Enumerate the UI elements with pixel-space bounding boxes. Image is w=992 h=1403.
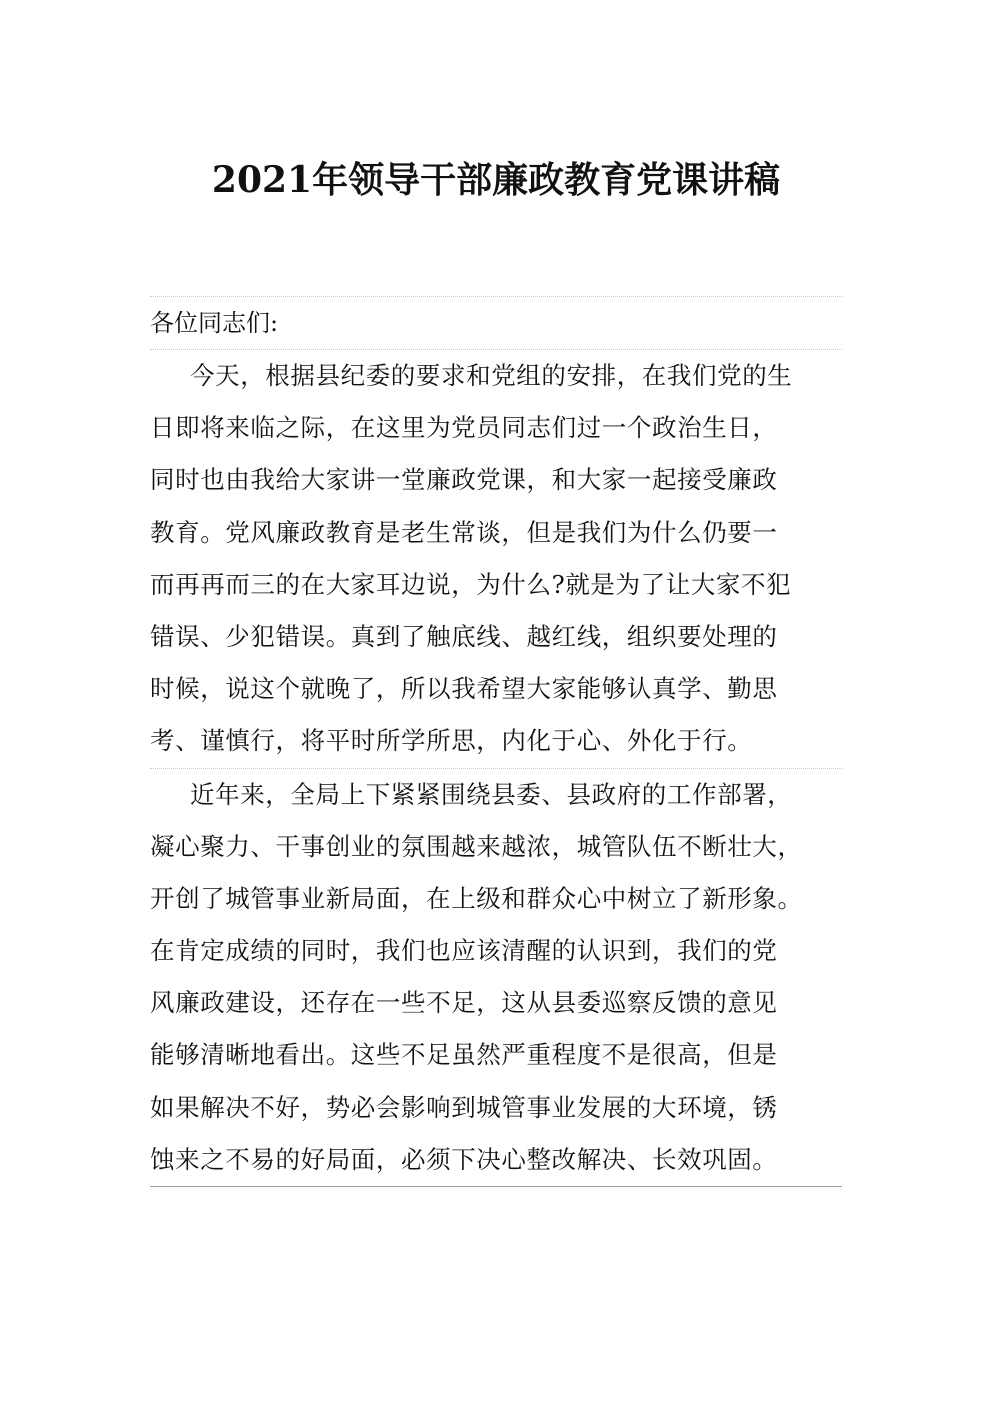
divider — [150, 1186, 842, 1187]
paragraph-line: 蚀来之不易的好局面，必须下决心整改解决、长效巩固。 — [150, 1144, 778, 1174]
paragraph-1 — [150, 350, 842, 768]
paragraph-line: 教育。党风廉政教育是老生常谈，但是我们为什么仍要一 — [150, 517, 778, 547]
paragraph-line: 风廉政建设，还存在一些不足，这从县委巡察反馈的意见 — [150, 988, 778, 1018]
paragraph-line: 在肯定成绩的同时，我们也应该清醒的认识到，我们的党 — [150, 936, 778, 966]
paragraph-line: 而再再而三的在大家耳边说，为什么?就是为了让大家不犯 — [150, 569, 792, 599]
paragraph-line: 错误、少犯错误。真到了触底线、越红线，组织要处理的 — [150, 621, 778, 651]
salutation: 各位同志们: — [150, 309, 279, 337]
paragraph-line: 近年来，全局上下紧紧围绕县委、县政府的工作部署， — [190, 779, 793, 809]
document-body — [150, 296, 842, 1187]
paragraph-line: 凝心聚力、干事创业的氛围越来越浓，城管队伍不断壮大， — [150, 831, 803, 861]
paragraph-line: 日即将来临之际，在这里为党员同志们过一个政治生日， — [150, 413, 778, 443]
document-title: 2021年领导干部廉政教育党课讲稿 — [211, 159, 781, 201]
paragraph-line: 今天，根据县纪委的要求和党组的安排，在我们党的生 — [190, 361, 793, 390]
paragraph-line: 考、谨慎行，将平时所学所思，内化于心、外化于行。 — [150, 726, 753, 756]
paragraph-2 — [150, 769, 842, 1187]
paragraph-line: 开创了城管事业新局面，在上级和群众心中树立了新形象。 — [150, 883, 803, 913]
paragraph-line: 同时也由我给大家讲一堂廉政党课，和大家一起接受廉政 — [150, 465, 778, 495]
paragraph-line: 时候，说这个就晚了，所以我希望大家能够认真学、勤思 — [150, 674, 778, 704]
paragraph-line: 如果解决不好，势必会影响到城管事业发展的大环境，锈 — [150, 1092, 778, 1122]
paragraph-line: 能够清晰地看出。这些不足虽然严重程度不是很高，但是 — [150, 1040, 778, 1070]
